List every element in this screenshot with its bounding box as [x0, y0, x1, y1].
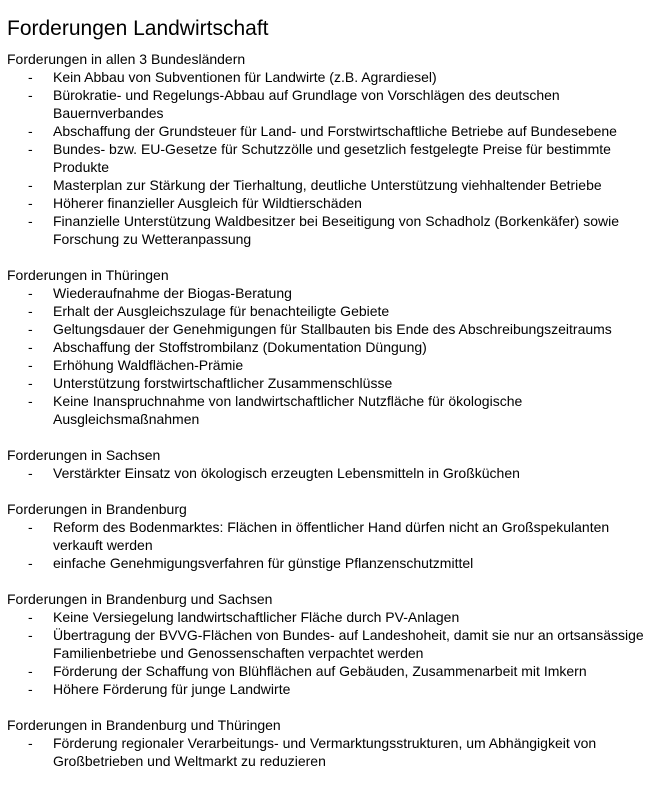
requirement-list — [7, 518, 662, 572]
list-item: - Wiederaufnahme der Biogas-Beratung — [28, 285, 292, 301]
section-all-states — [7, 50, 662, 248]
document-title: Forderungen Landwirtschaft — [7, 17, 269, 40]
list-item-text: Höhere Förderung für junge Landwirte — [53, 681, 291, 697]
list-item: - Unterstützung forstwirtschaftlicher Zusammenschlüsse — [28, 375, 393, 391]
list-item-text: Übertragung der BVVG-Flächen von Bundes- auf Landeshoheit, damit sie nur an ortsansässige Familienbetriebe und Genossenschaften verpachtet werden — [53, 627, 644, 661]
list-item: - Abschaffung der Stoffstrombilanz (Dokumentation Düngung) — [28, 339, 427, 355]
list-item-text: Abschaffung der Stoffstrombilanz (Dokumentation Düngung) — [53, 339, 427, 355]
section-heading: Forderungen in Thüringen — [7, 267, 169, 283]
list-item: - Erhalt der Ausgleichszulage für benachteiligte Gebiete — [28, 303, 390, 319]
section-brandenburg-thueringen — [7, 716, 662, 770]
list-item: - Kein Abbau von Subventionen für Landwirte (z.B. Agrardiesel) — [28, 69, 437, 85]
list-item: - Finanzielle Unterstützung Waldbesitzer bei Beseitigung von Schadholz (Borkenkäfer) sowie Forschung zu Wetteranpassung — [28, 213, 619, 247]
list-item-text: Abschaffung der Grundsteuer für Land- und Forstwirtschaftliche Betriebe auf Bundesebene — [53, 123, 617, 139]
list-item: - Übertragung der BVVG-Flächen von Bundes- auf Landeshoheit, damit sie nur an ortsansässige Familienbetriebe und Genossenschaften verpachtet werden — [28, 627, 644, 661]
list-item: - Bundes- bzw. EU-Gesetze für Schutzzölle und gesetzlich festgelegte Preise für bestimmte Produkte — [28, 141, 611, 175]
list-item-text: Höherer finanzieller Ausgleich für Wildtierschäden — [53, 195, 362, 211]
list-item-text: Keine Inanspruchnahme von landwirtschaftlicher Nutzfläche für ökologische Ausgleichsmaßnahmen — [53, 393, 523, 427]
list-item: - Höherer finanzieller Ausgleich für Wildtierschäden — [28, 195, 362, 211]
list-item: - Reform des Bodenmarktes: Flächen in öffentlicher Hand dürfen nicht an Großspekulanten verkauft werden — [28, 519, 610, 553]
requirement-list — [7, 284, 662, 428]
list-item-text: Erhalt der Ausgleichszulage für benachteiligte Gebiete — [53, 303, 390, 319]
list-item-text: Bundes- bzw. EU-Gesetze für Schutzzölle und gesetzlich festgelegte Preise für bestimmte Produkte — [53, 141, 611, 175]
list-item-text: Förderung regionaler Verarbeitungs- und Vermarktungsstrukturen, um Abhängigkeit von Großbetrieben und Weltmarkt zu reduzieren — [53, 735, 597, 769]
section-sachsen — [7, 446, 662, 482]
list-item-text: Erhöhung Waldflächen-Prämie — [53, 357, 244, 373]
section-brandenburg — [7, 500, 662, 572]
section-heading: Forderungen in Sachsen — [7, 447, 161, 463]
section-thueringen — [7, 266, 662, 428]
section-heading: Forderungen in Brandenburg — [7, 501, 187, 517]
list-item: - Förderung der Schaffung von Blühflächen auf Gebäuden, Zusammenarbeit mit Imkern — [28, 663, 587, 679]
list-item: - einfache Genehmigungsverfahren für günstige Pflanzenschutzmittel — [28, 555, 474, 571]
list-item: - Bürokratie- und Regelungs-Abbau auf Grundlage von Vorschlägen des deutschen Bauernverbandes — [28, 87, 560, 121]
list-item: - Erhöhung Waldflächen-Prämie — [28, 357, 244, 373]
list-item: - Verstärkter Einsatz von ökologisch erzeugten Lebensmitteln in Großküchen — [28, 465, 520, 481]
list-item-text: Wiederaufnahme der Biogas-Beratung — [53, 285, 292, 301]
list-item-text: Finanzielle Unterstützung Waldbesitzer bei Beseitigung von Schadholz (Borkenkäfer) sowie Forschung zu Wetteranpassung — [53, 213, 619, 247]
list-item-text: Förderung der Schaffung von Blühflächen auf Gebäuden, Zusammenarbeit mit Imkern — [53, 663, 587, 679]
list-item-text: Unterstützung forstwirtschaftlicher Zusammenschlüsse — [53, 375, 393, 391]
requirement-list — [7, 464, 662, 482]
section-heading: Forderungen in allen 3 Bundesländern — [7, 51, 246, 67]
list-item-text: Keine Versiegelung landwirtschaftlicher Fläche durch PV-Anlagen — [53, 609, 460, 625]
list-item-text: Geltungsdauer der Genehmigungen für Stallbauten bis Ende des Abschreibungszeitraums — [53, 321, 612, 337]
section-brandenburg-sachsen — [7, 590, 662, 698]
list-item-text: einfache Genehmigungsverfahren für günstige Pflanzenschutzmittel — [53, 555, 474, 571]
list-item-text: Kein Abbau von Subventionen für Landwirte (z.B. Agrardiesel) — [53, 69, 437, 85]
requirement-list — [7, 608, 662, 698]
section-heading: Forderungen in Brandenburg und Thüringen — [7, 717, 281, 733]
list-item-text: Masterplan zur Stärkung der Tierhaltung, deutliche Unterstützung viehhaltender Betriebe — [53, 177, 602, 193]
list-item: - Keine Versiegelung landwirtschaftlicher Fläche durch PV-Anlagen — [28, 609, 460, 625]
list-item: - Geltungsdauer der Genehmigungen für Stallbauten bis Ende des Abschreibungszeitraums — [28, 321, 612, 337]
list-item: - Masterplan zur Stärkung der Tierhaltung, deutliche Unterstützung viehhaltender Betriebe — [28, 177, 602, 193]
list-item-text: Bürokratie- und Regelungs-Abbau auf Grundlage von Vorschlägen des deutschen Bauernverbandes — [53, 87, 560, 121]
section-heading: Forderungen in Brandenburg und Sachsen — [7, 591, 273, 607]
requirement-list — [7, 734, 662, 770]
list-item-text: Verstärkter Einsatz von ökologisch erzeugten Lebensmitteln in Großküchen — [53, 465, 520, 481]
list-item: - Höhere Förderung für junge Landwirte — [28, 681, 291, 697]
requirement-list — [7, 68, 662, 248]
list-item: - Abschaffung der Grundsteuer für Land- und Forstwirtschaftliche Betriebe auf Bundesebene — [28, 123, 617, 139]
list-item: - Förderung regionaler Verarbeitungs- und Vermarktungsstrukturen, um Abhängigkeit von Großbetrieben und Weltmarkt zu reduzieren — [28, 735, 597, 769]
list-item-text: Reform des Bodenmarktes: Flächen in öffentlicher Hand dürfen nicht an Großspekulanten verkauft werden — [53, 519, 610, 553]
list-item: - Keine Inanspruchnahme von landwirtschaftlicher Nutzfläche für ökologische Ausgleichsmaßnahmen — [28, 393, 523, 427]
